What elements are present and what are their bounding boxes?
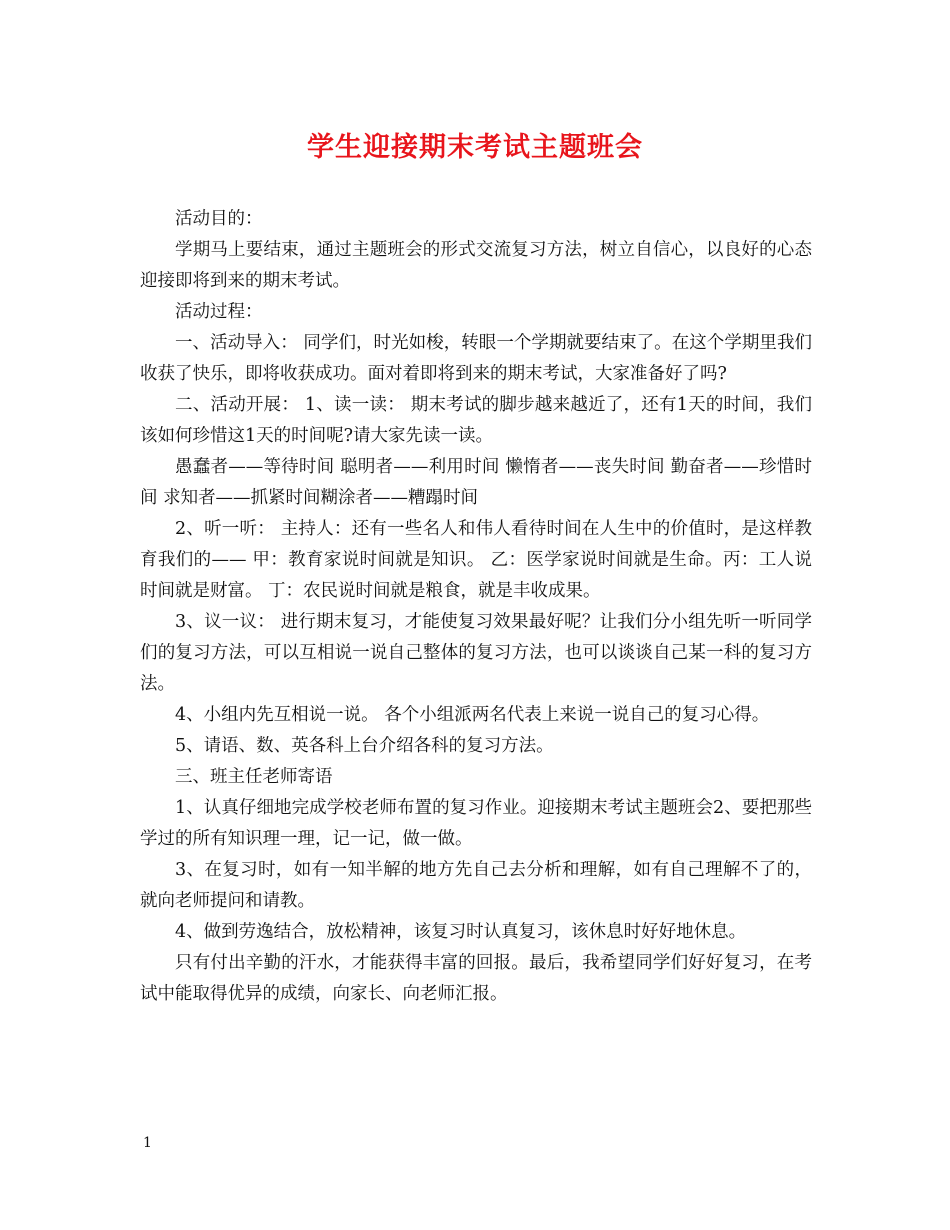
- paragraph: 学期马上要结束，通过主题班会的形式交流复习方法，树立自信心，以良好的心态迎接即将到来的期末考试。: [140, 240, 812, 291]
- paragraph: 只有付出辛勤的汗水，才能获得丰富的回报。最后，我希望同学们好好复习，在考试中能取得优异的成绩，向家长、向老师汇报。: [140, 953, 812, 1004]
- document-title: 学生迎接期末考试主题班会: [307, 132, 643, 163]
- paragraph: 4、小组内先互相说一说。 各个小组派两名代表上来说一说自己的复习心得。: [175, 705, 770, 725]
- paragraph: 1、认真仔细地完成学校老师布置的复习作业。迎接期末考试主题班会2、要把那些学过的所有知识理一理，记一记，做一做。: [140, 798, 812, 849]
- paragraph: 3、议一议： 进行期末复习，才能使复习效果最好呢？让我们分小组先听一听同学们的复习方法，可以互相说一说自己整体的复习方法，也可以谈谈自己某一科的复习方法。: [140, 612, 812, 694]
- paragraph: 5、请语、数、英各科上台介绍各科的复习方法。: [175, 736, 554, 756]
- paragraph: 愚蠢者——等待时间 聪明者——利用时间 懒惰者——丧失时间 勤奋者——珍惜时间 求知者——抓紧时间糊涂者——糟蹋时间: [140, 457, 812, 508]
- paragraph: 活动过程：: [175, 302, 263, 322]
- paragraph: 二、活动开展： 1、读一读： 期末考试的脚步越来越近了，还有1天的时间，我们该如何珍惜这1天的时间呢?请大家先读一读。: [140, 395, 812, 446]
- paragraph: 3、在复习时，如有一知半解的地方先自己去分析和理解，如有自己理解不了的，就向老师提问和请教。: [140, 860, 812, 911]
- paragraph: 4、做到劳逸结合，放松精神，该复习时认真复习，该休息时好好地休息。: [175, 922, 747, 942]
- document-body: [140, 204, 812, 1010]
- paragraph: 三、班主任老师寄语: [175, 767, 333, 787]
- paragraph: 2、听一听： 主持人：还有一些名人和伟人看待时间在人生中的价值时，是这样教育我们的—— 甲：教育家说时间就是知识。 乙：医学家说时间就是生命。丙：工人说时间就是财富。 丁：农民说时间就是粮食，就是丰收成果。: [140, 519, 812, 601]
- paragraph: 活动目的：: [175, 209, 263, 229]
- page-number: 1: [143, 1135, 152, 1151]
- paragraph: 一、活动导入： 同学们，时光如梭，转眼一个学期就要结束了。在这个学期里我们收获了快乐，即将收获成功。面对着即将到来的期末考试，大家准备好了吗?: [140, 333, 812, 384]
